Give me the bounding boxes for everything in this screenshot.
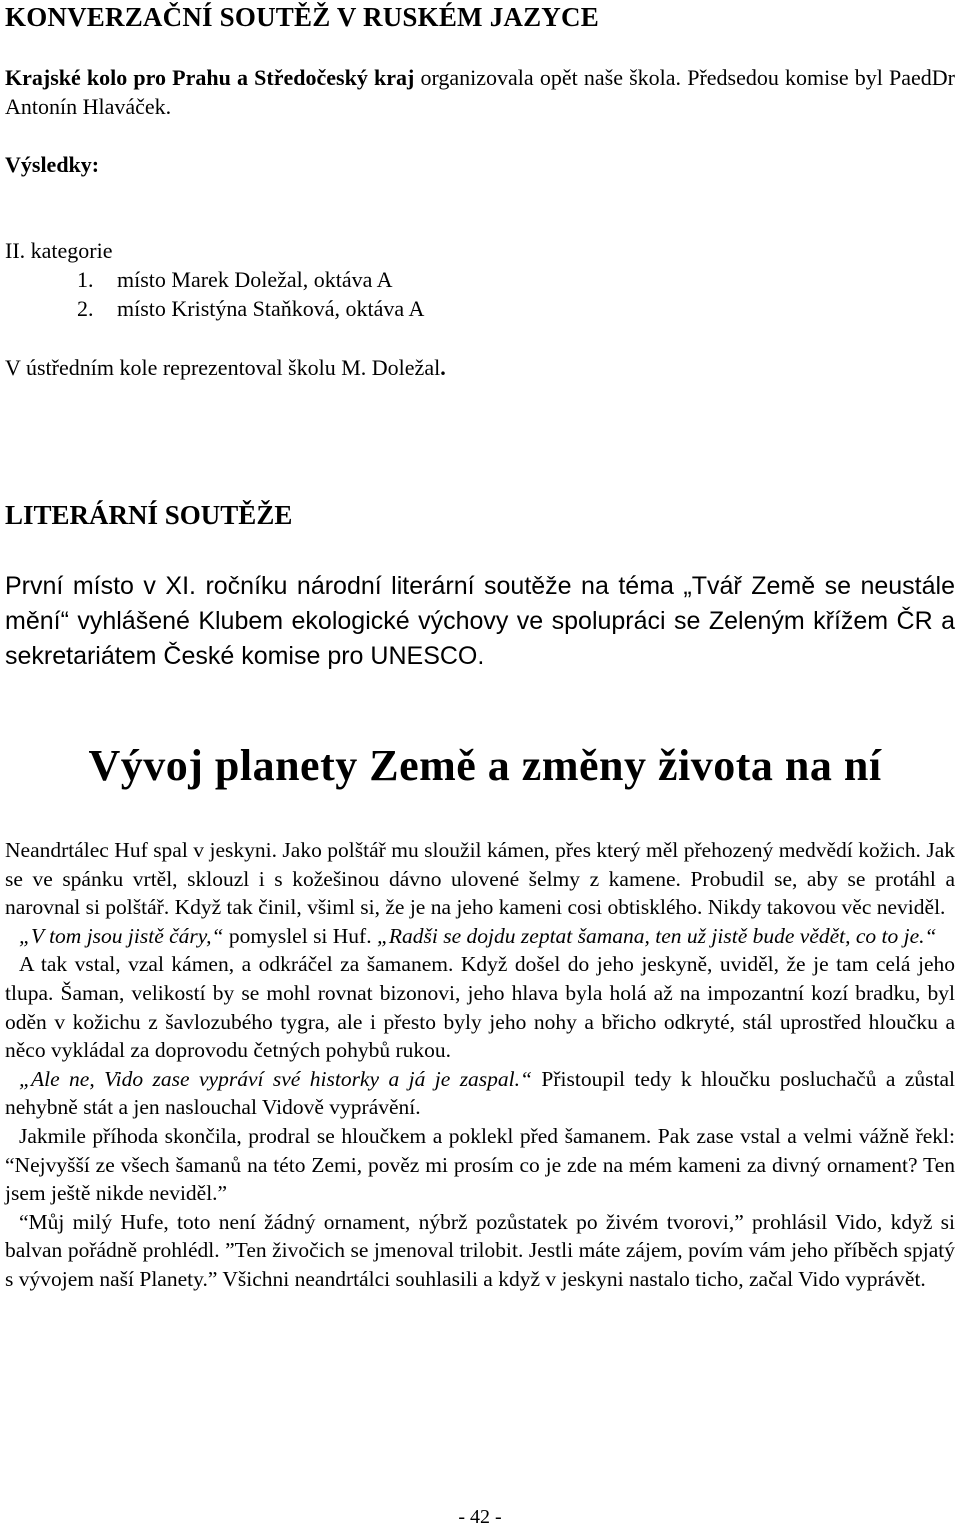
intro-rest-text: organizovala opět naše škola. Předsedou komise byl PaedDr Antonín Hlaváček.: [5, 65, 955, 119]
result-second-place: [77, 296, 424, 322]
page-number: - 42 -: [458, 1506, 502, 1528]
intro-bold-text: Krajské kolo pro Prahu a Středočeský kraj: [5, 65, 415, 90]
story-paragraph: „V tom jsou jistě čáry,“ pomyslel si Huf. „Radši se dojdu zeptat šamana, ten už jistě bude vědět, co to je.“: [19, 923, 937, 948]
central-round-text: V ústředním kole reprezentoval školu M. Doležal.: [5, 355, 446, 380]
place-number: 1.: [77, 267, 94, 292]
place-text: místo Kristýna Staňková, oktáva A: [117, 296, 425, 321]
story-body: [5, 836, 955, 1294]
story-paragraph: “Můj milý Hufe, toto není žádný ornament, nýbrž pozůstatek po živém tvorovi,” prohlásil Vido, když si balvan pořádně prohlédl. ”Ten živočich se jmenoval trilobit. Jestli máte zájem, povím vám jeho příběch spjatý s vývojem naší Planety.” Všichni neandrtálci souhlasili a když v jeskyni nastalo ticho, začal Vido vyprávět.: [5, 1209, 955, 1291]
results-label: Výsledky:: [5, 152, 100, 177]
place-text: místo Marek Doležal, oktáva A: [117, 267, 393, 292]
story-paragraph: Jakmile příhoda skončila, prodral se hloučkem a poklekl před šamanem. Pak zase vstal a velmi vážně řekl: “Nejvyšší ze všech šamanů na této Zemi, pověz mi prosím co je zde na mém kameni za divný ornament? Ten jsem ještě nikde neviděl.”: [5, 1123, 955, 1206]
story-title: Vývoj planety Země a změny života na ní: [88, 741, 882, 790]
place-number: 2.: [77, 296, 94, 321]
story-paragraph: A tak vstal, vzal kámen, a odkráčel za šamanem. Když došel do jeho jeskyně, uviděl, že je tam celá jeho tlupa. Šaman, velikostí by se mohl rovnat bizonovi, jeho hlava byla holá až na impozantní kozí bradku, byl oděn v kožichu z šavlozubého tygra, ale i přesto byly jeho nohy a břicho odkryté, stál uprostřed hloučku a něco vykládal za doprovodu četných pohybů rukou.: [5, 952, 955, 1063]
literary-paragraph: První místo v XI. ročníku národní literární soutěže na téma „Tvář Země se neustále mění“ vyhlášené Klubem ekologické výchovy ve spolupráci se Zeleným křížem ČR a sekretariátem České komise pro UNESCO.: [5, 572, 955, 670]
category-label: II. kategorie: [5, 238, 113, 263]
story-paragraph: „Ale ne, Vido zase vypráví své historky a já je zaspal.“ Přistoupil tedy k hloučku posluchačů a zůstal nehybně stát a jen naslouchal Vidově vyprávění.: [5, 1066, 955, 1120]
story-paragraph: Neandrtálec Huf spal v jeskyni. Jako polštář mu sloužil kámen, přes který měl přehozený medvědí kožich. Jak se ve spánku vrtěl, sklouzl i s kožešinou dávno ulovené šelmy z kamene. Probudil se, aby se protáhl a narovnal si polštář. Když tak činil, všiml si, že je na jeho kameni cosi obtisklého. Nikdy takovou věc neviděl.: [5, 838, 955, 920]
intro-paragraph: [5, 63, 955, 121]
heading-literary-contests: LITERÁRNÍ SOUTĚŽE: [5, 500, 293, 530]
result-first-place: [77, 267, 393, 293]
heading-conversation-contest: KONVERZAČNÍ SOUTĚŽ V RUSKÉM JAZYCE: [5, 2, 599, 32]
